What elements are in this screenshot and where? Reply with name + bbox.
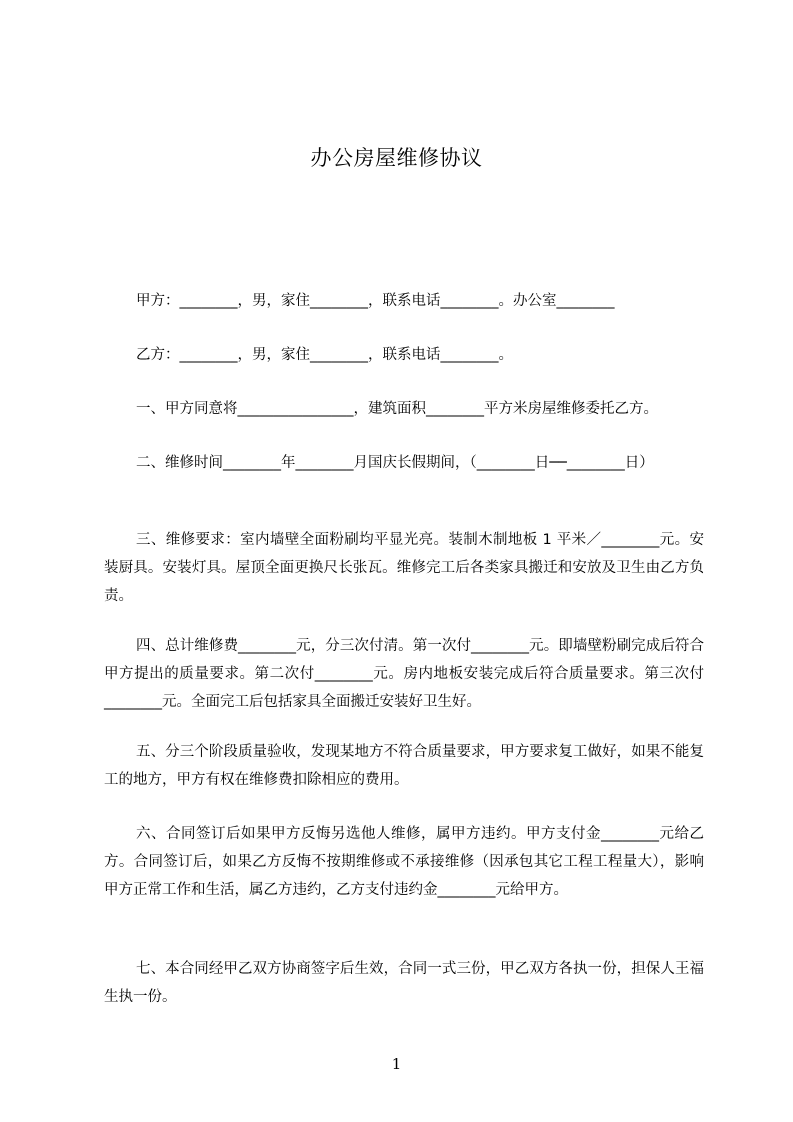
page-number: 1 bbox=[391, 1055, 402, 1073]
clause-5: 五、分三个阶段质量验收，发现某地方不符合质量要求，甲方要求复工做好，如果不能复工的地方，甲方有权在维修费扣除相应的费用。 bbox=[104, 744, 704, 788]
clause-2: 二、维修时间________年________月国庆长假期间，（________日──________日） bbox=[136, 455, 654, 471]
document-title: 办公房屋维修协议 bbox=[310, 146, 483, 170]
clause-6: 六、合同签订后如果甲方反悔另选他人维修，属甲方违约。甲方支付金________元给乙方。合同签订后，如果乙方反悔不按期维修或不承接维修（因承包其它工程工程量大），影响甲方正常工作和生活，属乙方违约，乙方支付违约金________元给甲方。 bbox=[104, 826, 704, 898]
clause-3: 三、维修要求：室内墙壁全面粉刷均平显光亮。装制木制地板 1 平米／________元。安装厨具。安装灯具。屋顶全面更换尺长张瓦。维修完工后各类家具搬迁和安放及卫生由乙方负责。 bbox=[104, 532, 704, 604]
party-a-info: 甲方：________，男，家住________，联系电话________。办公室________ bbox=[136, 293, 615, 309]
clause-7: 七、本合同经甲乙双方协商签字后生效，合同一式三份，甲乙双方各执一份，担保人王福生执一份。 bbox=[104, 961, 704, 1005]
clause-1: 一、甲方同意将________________，建筑面积________平方米房屋维修委托乙方。 bbox=[136, 401, 658, 417]
party-b-info: 乙方：________，男，家住________，联系电话________。 bbox=[136, 347, 513, 363]
clause-4: 四、总计维修费________元，分三次付清。第一次付________元。即墙壁粉刷完成后符合甲方提出的质量要求。第二次付________元。房内地板安装完成后符合质量要求。第三次付________元。全面完工后包括家具全面搬迁安装好卫生好。 bbox=[104, 638, 704, 710]
